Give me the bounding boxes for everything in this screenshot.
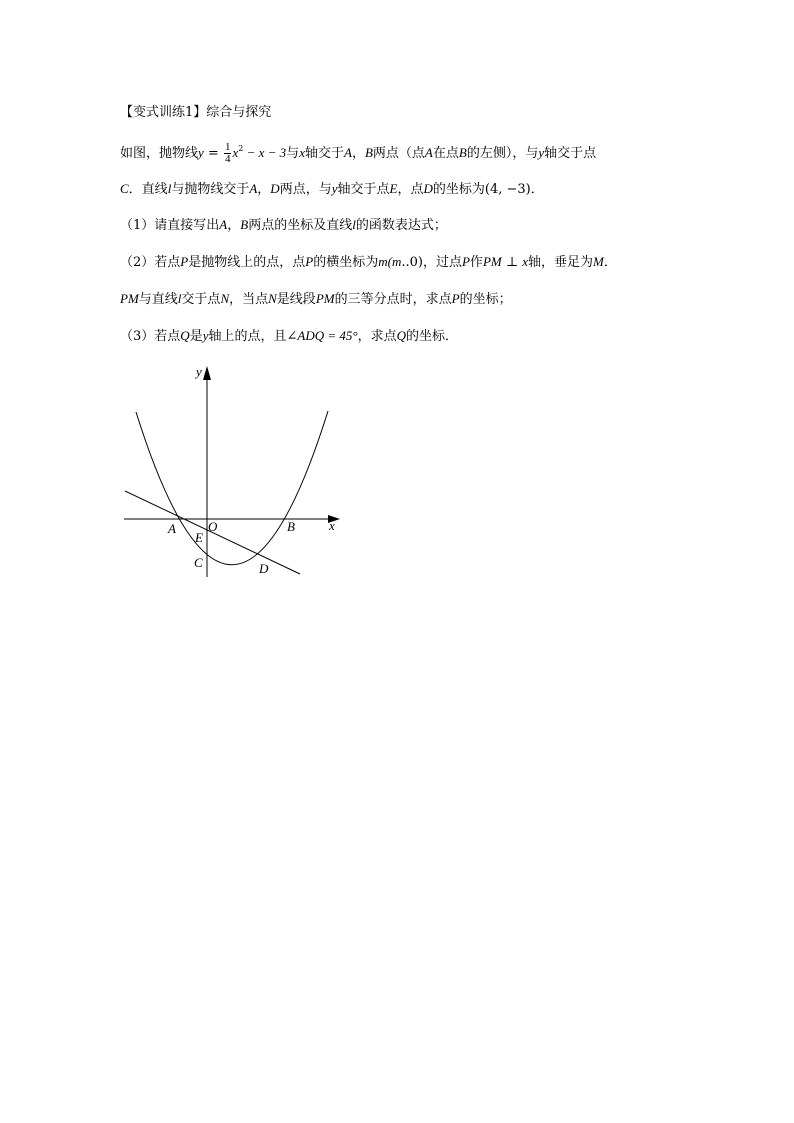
text: = xyxy=(203,146,223,161)
text: 与直线 xyxy=(138,292,178,307)
point-m: M xyxy=(593,254,604,269)
text: 两点（点 xyxy=(372,146,425,161)
text: 若点 xyxy=(154,255,181,270)
point-n: N xyxy=(220,291,230,306)
text: ．直线 xyxy=(128,182,168,197)
point-d: D xyxy=(423,181,433,196)
var-x: x xyxy=(299,145,305,160)
point-p: P xyxy=(305,254,314,269)
text: 的三等分点时，求点 xyxy=(334,292,452,307)
m-expression: m(m xyxy=(378,254,402,269)
point-p: P xyxy=(461,254,470,269)
text: 的坐标为 xyxy=(432,182,485,197)
point-b: B xyxy=(458,145,467,160)
text: ， xyxy=(351,146,365,161)
text: ， xyxy=(227,218,241,233)
line-l: l xyxy=(177,291,182,306)
text: 两点，与 xyxy=(279,182,332,197)
text: 交于点 xyxy=(181,292,221,307)
text: 与抛物线交于 xyxy=(171,182,250,197)
var-y: y xyxy=(202,328,209,343)
var-y: y xyxy=(538,145,545,160)
text: 如图，抛物线 xyxy=(120,146,199,161)
coordinate: (4, −3) xyxy=(484,182,531,197)
text: 的横坐标为 xyxy=(313,255,379,270)
exponent: 2 xyxy=(238,144,244,153)
point-p: P xyxy=(180,254,189,269)
text: 在点 xyxy=(432,146,459,161)
text: 轴，垂足为 xyxy=(528,255,594,270)
text: 的函数表达式； xyxy=(355,218,447,233)
text: 轴交于 xyxy=(304,146,344,161)
text: 作 xyxy=(469,255,483,270)
text: 的坐标． xyxy=(406,329,459,344)
question-number: （3） xyxy=(120,329,155,344)
heading-bracket: 【变式训练1】 xyxy=(120,105,207,120)
text: 两点的坐标及直线 xyxy=(248,218,353,233)
question-number: （1） xyxy=(120,218,155,233)
text: 轴上的点，且 xyxy=(208,329,287,344)
label-b: B xyxy=(287,519,295,534)
segment-pm: PM xyxy=(120,291,139,306)
fraction-denominator: 4 xyxy=(224,153,231,165)
text: 是抛物线上的点，点 xyxy=(188,255,306,270)
line-l: l xyxy=(167,181,172,196)
label-e: E xyxy=(195,530,203,545)
point-b: B xyxy=(364,145,373,160)
point-q: Q xyxy=(180,328,190,343)
text: 的左侧），与 xyxy=(466,146,539,161)
point-c: C xyxy=(120,181,129,196)
text: ，点 xyxy=(397,182,424,197)
text: 轴交于点 xyxy=(544,146,597,161)
point-q: Q xyxy=(396,328,406,343)
text: 是 xyxy=(189,329,203,344)
label-c: C xyxy=(194,555,203,570)
segment-pm: PM xyxy=(315,291,335,306)
text: 与 xyxy=(286,146,300,161)
heading-title: 综合与探究 xyxy=(206,105,272,120)
label-x: x xyxy=(329,518,335,533)
var-y: y xyxy=(331,181,338,196)
point-a: A xyxy=(343,145,352,160)
point-b: B xyxy=(240,217,249,232)
perpendicular-symbol: ⊥ xyxy=(501,255,523,270)
fraction-numerator: 1 xyxy=(224,141,231,153)
text: ． xyxy=(530,182,544,197)
point-d: D xyxy=(270,181,280,196)
y-axis-arrow-icon xyxy=(203,366,211,380)
text: 请直接写出 xyxy=(154,218,220,233)
point-e: E xyxy=(389,181,398,196)
label-a: A xyxy=(168,521,176,536)
text: ，当点 xyxy=(229,292,269,307)
text: 轴交于点 xyxy=(337,182,390,197)
point-a: A xyxy=(424,145,433,160)
point-n: N xyxy=(268,291,277,306)
question-number: （2） xyxy=(120,255,155,270)
text: ． xyxy=(603,255,617,270)
text: ，过点 xyxy=(422,255,462,270)
text: 是线段 xyxy=(276,292,316,307)
segment-pm: PM xyxy=(482,254,502,269)
text: ， xyxy=(257,182,271,197)
label-y: y xyxy=(196,364,202,379)
text: 若点 xyxy=(154,329,181,344)
var-x: x xyxy=(232,145,239,160)
equation-rest: − x − 3 xyxy=(243,145,287,160)
text: ，求点 xyxy=(357,329,397,344)
angle-expression: ∠ADQ = 45° xyxy=(286,328,358,343)
line-l: l xyxy=(352,217,356,232)
text: 的坐标； xyxy=(459,292,512,307)
point-a: A xyxy=(249,181,258,196)
label-d: D xyxy=(259,561,269,576)
var-x: x xyxy=(522,254,528,269)
label-o: O xyxy=(208,519,218,534)
m-expression-tail: 0) xyxy=(409,255,423,270)
point-a: A xyxy=(219,217,228,232)
var-y: y xyxy=(198,145,204,160)
point-p: P xyxy=(451,291,460,306)
m-relation: .. xyxy=(401,255,410,270)
